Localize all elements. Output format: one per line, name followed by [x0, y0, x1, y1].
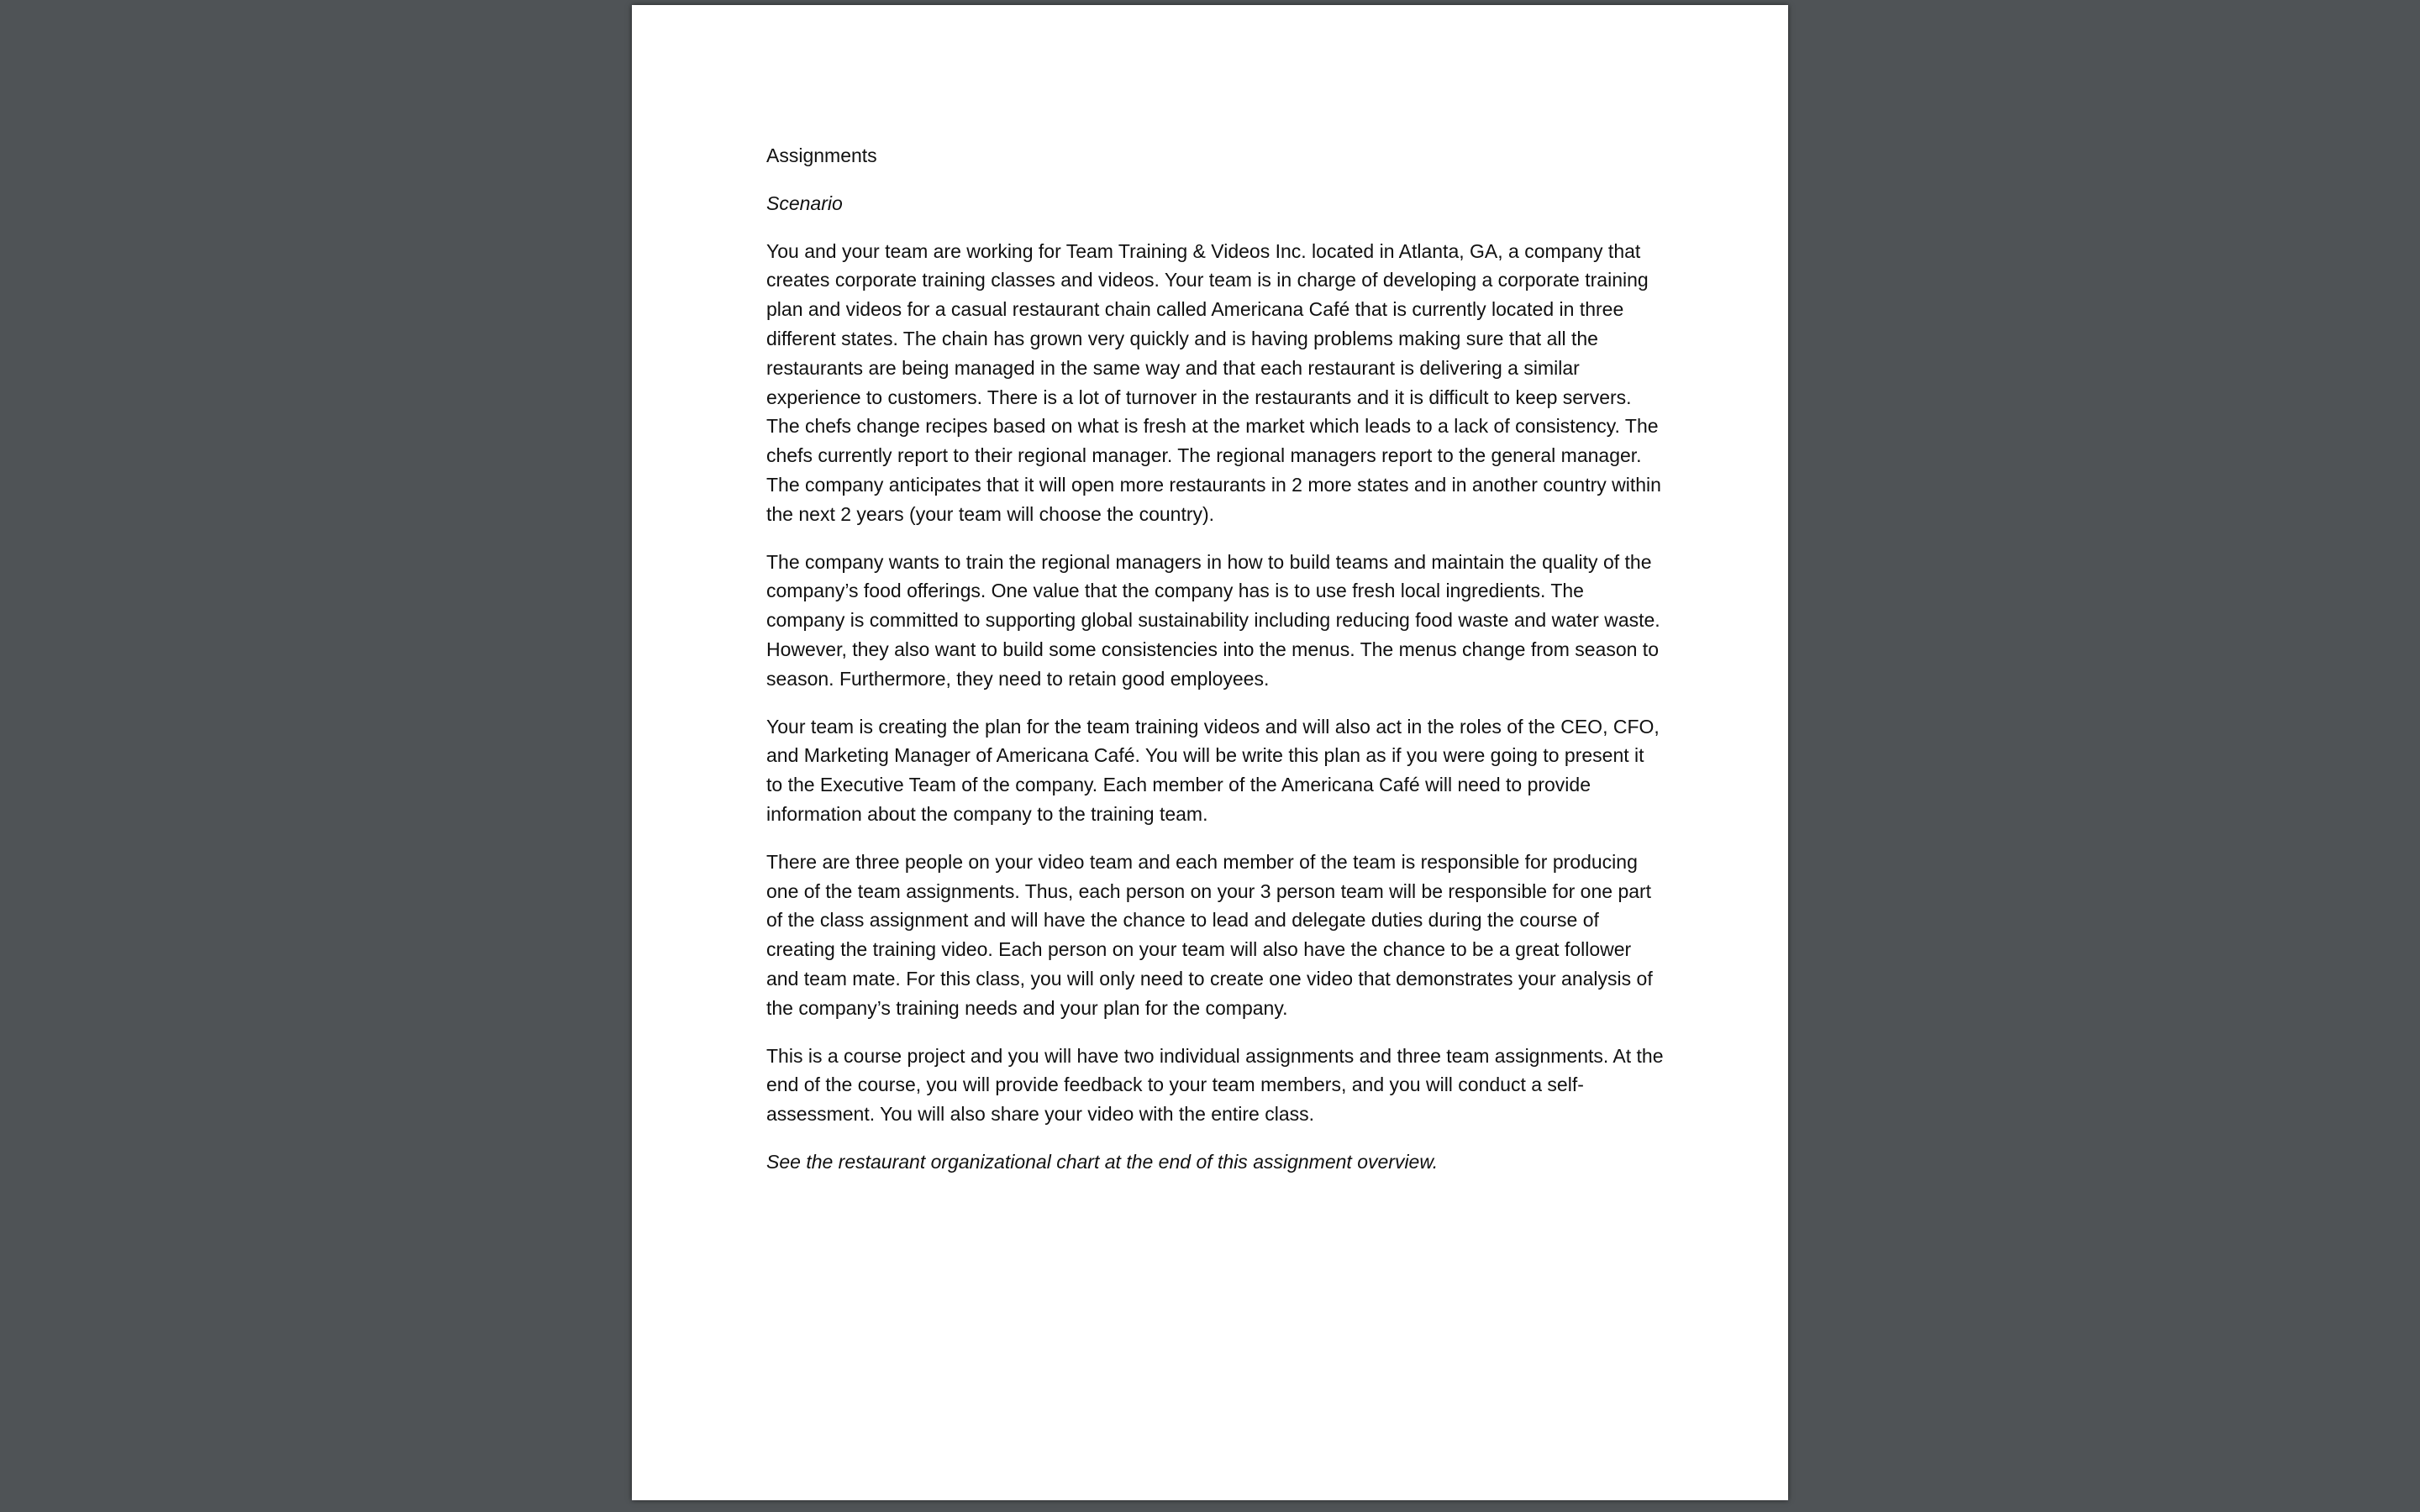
paragraph-3: Your team is creating the plan for the team training videos and will also act in the roles of the CEO, CFO, and Marketing Manager of Americana Café. You will be write this plan as if you were going to present it to the Executive Team of the company. Each member of the Americana Café will need to provide information about the company to the training team. — [766, 715, 1660, 825]
paragraph-4: There are three people on your video team and each member of the team is responsible for producing one of the team assignments. Thus, each person on your 3 person team will be responsible for one part of the class assignment and will have the chance to lead and delegate duties during the course of creating the training video. Each person on your team will also have the chance to be a great follower and team mate. For this class, you will only need to create one video that demonstrates your analysis of the company’s training needs and your plan for the company. — [766, 850, 1653, 1019]
paragraph-5: This is a course project and you will have two individual assignments and three team assignments. At the end of the course, you will provide feedback to your team members, and you will conduct a self-assessment. You will also share your video with the entire class. — [766, 1044, 1664, 1126]
closing-note: See the restaurant organizational chart at the end of this assignment overview. — [766, 1150, 1439, 1173]
page-content — [766, 141, 1665, 1195]
document-page — [632, 5, 1788, 1500]
paragraph-2: The company wants to train the regional managers in how to build teams and maintain the quality of the company’s food offerings. One value that the company has is to use fresh local ingredients. The company is committed to supporting global sustainability including reducing food waste and water waste. However, they also want to build some consistencies into the menus. The menus change from season to season. Furthermore, they need to retain good employees. — [766, 550, 1660, 690]
document-title: Assignments — [766, 144, 877, 166]
paragraph-1: You and your team are working for Team Training & Videos Inc. located in Atlanta, GA, a company that creates corporate training classes and videos. Your team is in charge of developing a corporate training plan and videos for a casual restaurant chain called Americana Café that is currently located in three different states. The chain has grown very quickly and is having problems making sure that all the restaurants are being managed in the same way and that each restaurant is delivering a similar experience to customers. There is a lot of turnover in the restaurants and it is difficult to keep servers. The chefs change recipes based on what is fresh at the market which leads to a lack of consistency. The chefs currently report to their regional manager. The regional managers report to the general manager. The company anticipates that it will open more restaurants in 2 more states and in another country within the next 2 years (your team will choose the country). — [766, 239, 1661, 525]
document-subtitle: Scenario — [766, 192, 843, 214]
